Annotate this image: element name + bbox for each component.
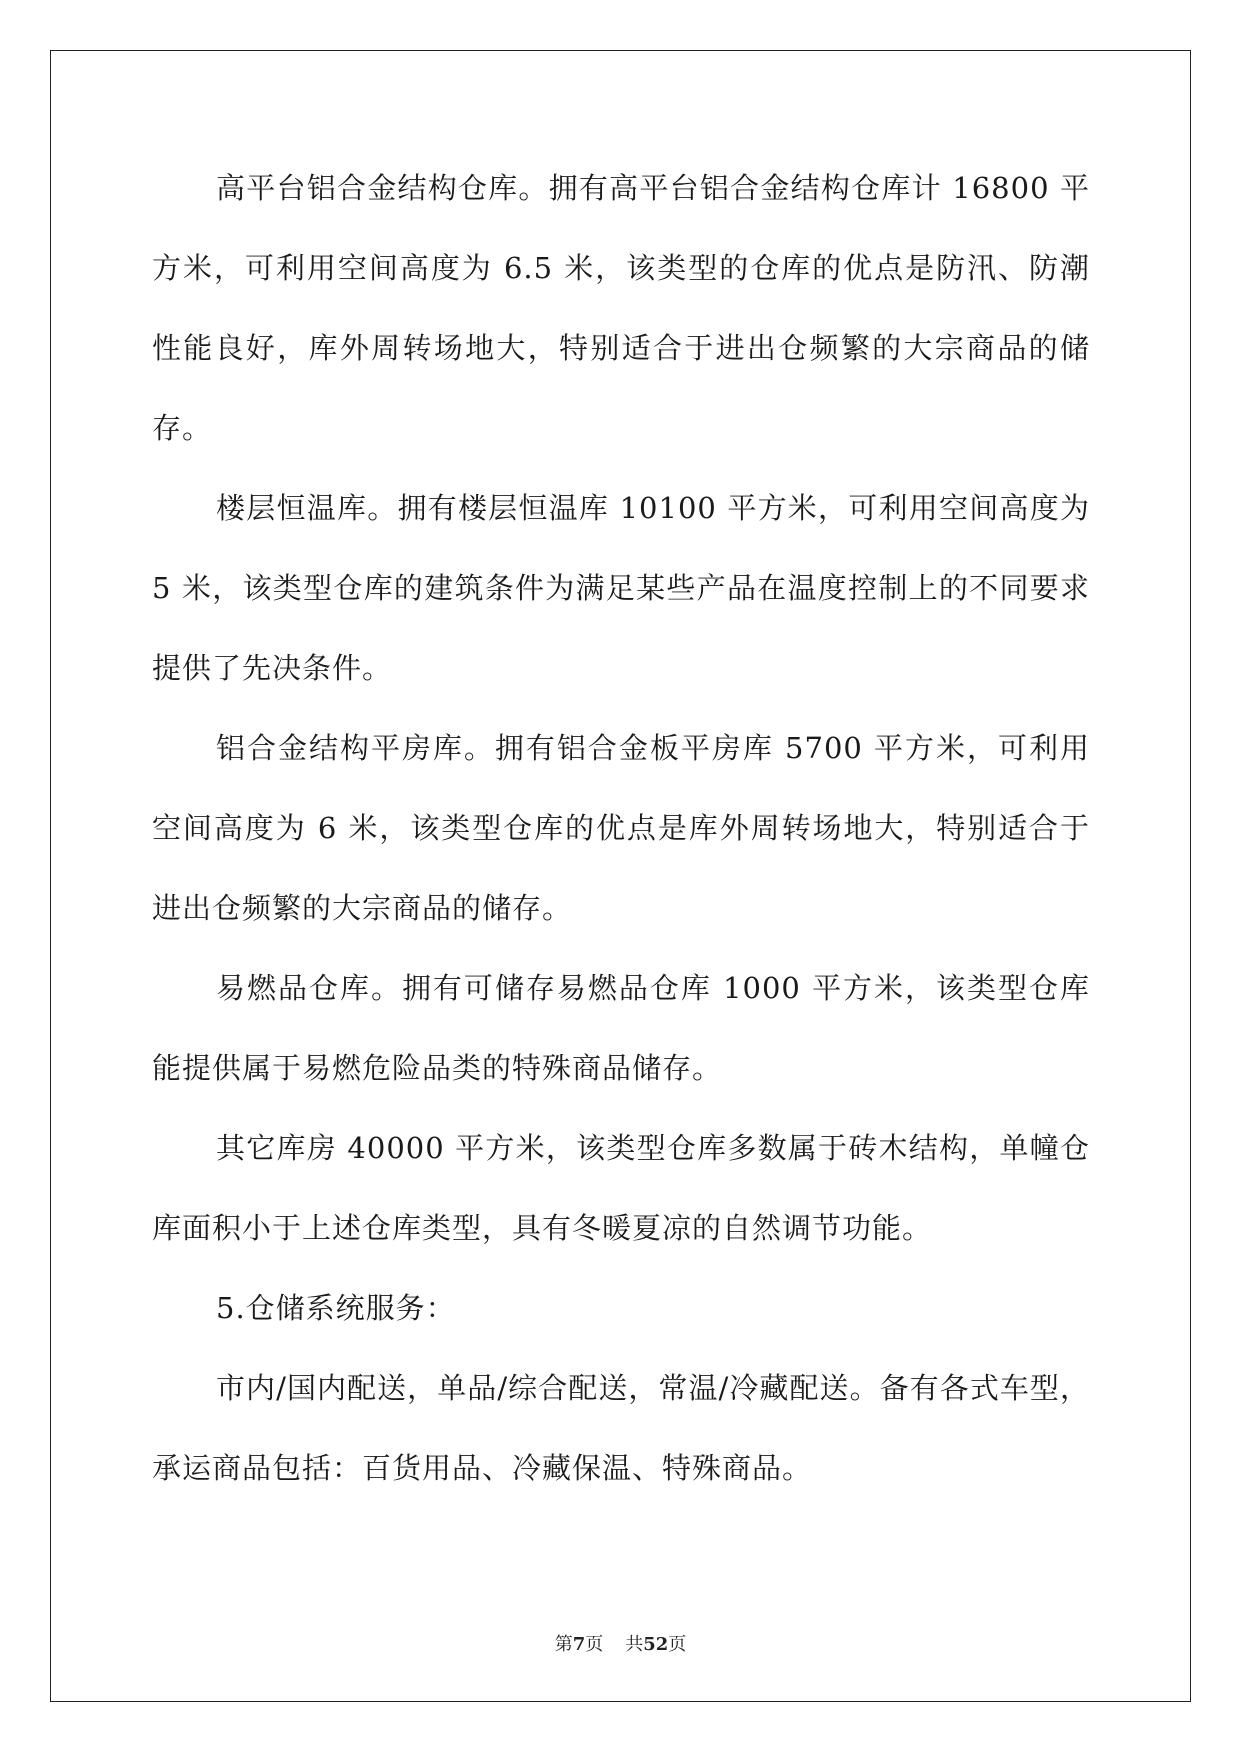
paragraph-aluminum-bungalow-warehouse: 铝合金结构平房库。拥有铝合金板平房库 5700 平方米，可利用空间高度为 6 米，该类型仓库的优点是库外周转场地大，特别适合于进出仓频繁的大宗商品的储存。 — [152, 731, 1090, 925]
paragraph-other-warehouses: 其它库房 40000 平方米，该类型仓库多数属于砖木结构，单幢仓库面积小于上述仓库类型，具有冬暖夏凉的自然调节功能。 — [152, 1131, 1090, 1245]
paragraph-high-platform-warehouse: 高平台铝合金结构仓库。拥有高平台铝合金结构仓库计 16800 平方米，可利用空间高度为 6.5 米，该类型的仓库的优点是防汛、防潮性能良好，库外周转场地大，特别适合于进出仓频繁的大宗商品的储存。 — [152, 171, 1090, 445]
paragraph-delivery-services: 市内/国内配送，单品/综合配送，常温/冷藏配送。备有各式车型，承运商品包括：百货用品、冷藏保温、特殊商品。 — [152, 1371, 1090, 1485]
page-footer — [0, 1630, 1241, 1656]
page-suffix: 页 — [585, 1634, 604, 1655]
total-suffix: 页 — [668, 1634, 687, 1655]
total-page-count: 52 — [643, 1634, 669, 1655]
document-body — [152, 148, 1090, 1508]
page-prefix: 第 — [554, 1634, 573, 1655]
total-prefix: 共 — [625, 1634, 644, 1655]
paragraph-constant-temperature-warehouse: 楼层恒温库。拥有楼层恒温库 10100 平方米，可利用空间高度为 5 米，该类型仓库的建筑条件为满足某些产品在温度控制上的不同要求提供了先决条件。 — [152, 491, 1090, 685]
paragraph-flammable-goods-warehouse: 易燃品仓库。拥有可储存易燃品仓库 1000 平方米，该类型仓库能提供属于易燃危险品类的特殊商品储存。 — [152, 971, 1090, 1085]
current-page-number: 7 — [572, 1634, 586, 1655]
section-heading-storage-services: 5.仓储系统服务： — [216, 1291, 456, 1325]
